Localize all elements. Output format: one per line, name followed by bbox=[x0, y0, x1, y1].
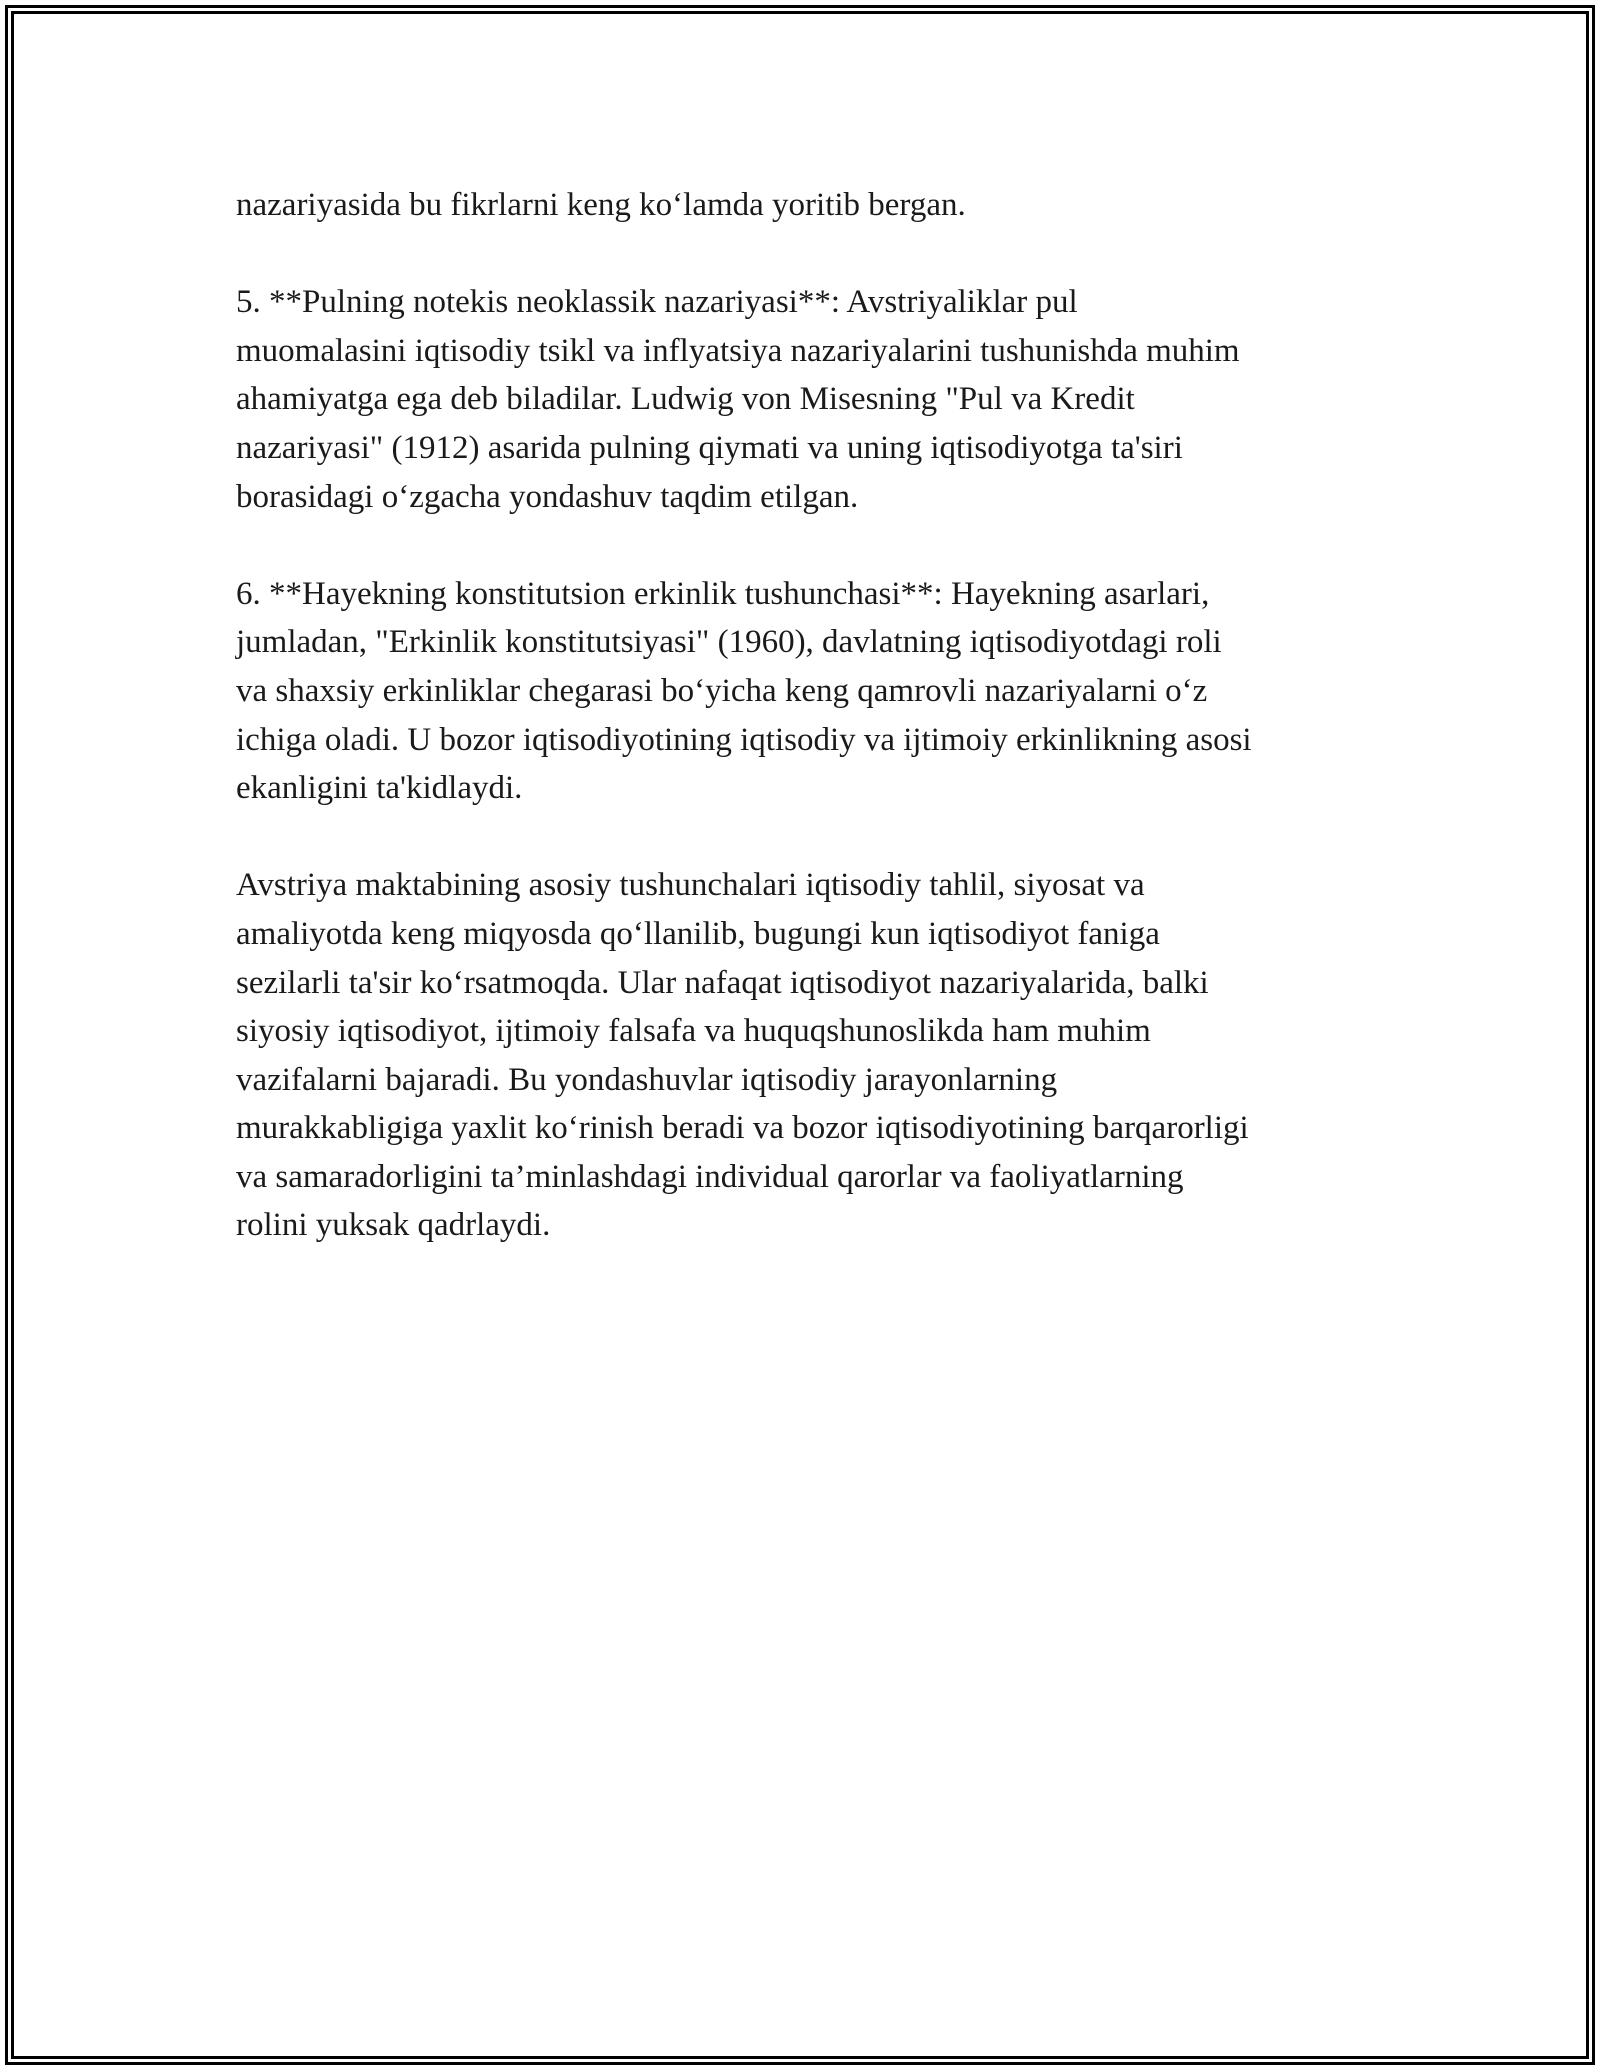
text-line: ahamiyatga ega deb biladilar. Ludwig von Misesning "Pul va Kredit bbox=[236, 381, 1135, 418]
text-line: jumladan, "Erkinlik konstitutsiyasi" (1960), davlatning iqtisodiyotdagi roli bbox=[236, 624, 1222, 661]
paragraph-conclusion bbox=[236, 861, 1366, 1250]
text-line: muomalasini iqtisodiy tsikl va inflyatsiya nazariyalarini tushunishda muhim bbox=[236, 332, 1240, 369]
text-line: Avstriya maktabining asosiy tushunchalari iqtisodiy tahlil, siyosat va bbox=[236, 867, 1145, 904]
paragraph-item-6 bbox=[236, 570, 1366, 813]
paragraph-item-5 bbox=[236, 278, 1366, 521]
text-line: ekanligini ta'kidlaydi. bbox=[236, 770, 523, 807]
text-line: vazifalarni bajaradi. Bu yondashuvlar iqtisodiy jarayonlarning bbox=[236, 1061, 1058, 1098]
text-line: rolini yuksak qadrlaydi. bbox=[236, 1207, 551, 1244]
text-line: siyosiy iqtisodiyot, ijtimoiy falsafa va huquqshunoslikda ham muhim bbox=[236, 1013, 1151, 1050]
document-body bbox=[236, 181, 1366, 1299]
text-line: 5. **Pulning notekis neoklassik nazariyasi**: Avstriyaliklar pul bbox=[236, 284, 1078, 321]
paragraph-continuation bbox=[236, 181, 1366, 230]
text-line: nazariyasida bu fikrlarni keng ko‘lamda yoritib bergan. bbox=[236, 187, 966, 223]
text-line: murakkabligiga yaxlit ko‘rinish beradi va bozor iqtisodiyotining barqarorligi bbox=[236, 1110, 1249, 1147]
text-line: nazariyasi" (1912) asarida pulning qiymati va uning iqtisodiyotga ta'siri bbox=[236, 429, 1183, 466]
text-line: amaliyotda keng miqyosda qo‘llanilib, bugungi kun iqtisodiyot faniga bbox=[236, 915, 1160, 952]
text-line: va shaxsiy erkinliklar chegarasi bo‘yicha keng qamrovli nazariyalarni o‘z bbox=[236, 672, 1208, 709]
text-line: borasidagi o‘zgacha yondashuv taqdim etilgan. bbox=[236, 478, 859, 515]
text-line: va samaradorligini ta’minlashdagi individual qarorlar va faoliyatlarning bbox=[236, 1158, 1184, 1195]
text-line: ichiga oladi. U bozor iqtisodiyotining iqtisodiy va ijtimoiy erkinlikning asosi bbox=[236, 721, 1252, 758]
text-line: sezilarli ta'sir ko‘rsatmoqda. Ular nafaqat iqtisodiyot nazariyalarida, balki bbox=[236, 964, 1209, 1001]
text-line: 6. **Hayekning konstitutsion erkinlik tushunchasi**: Hayekning asarlari, bbox=[236, 575, 1210, 612]
